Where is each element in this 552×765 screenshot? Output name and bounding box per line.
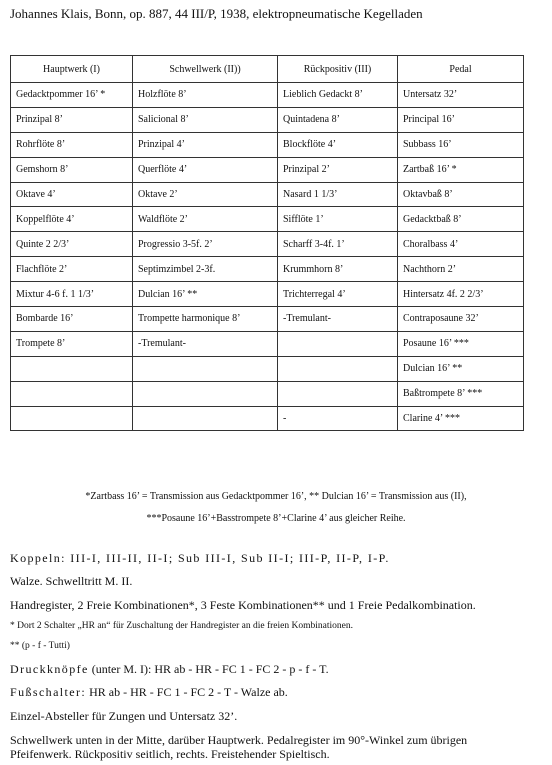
stop-cell-schwellwerk: Progressio 3-5f. 2’ <box>133 232 278 257</box>
stop-cell-schwellwerk: Oktave 2’ <box>133 182 278 207</box>
stop-cell-schwellwerk <box>133 356 278 381</box>
stop-cell-pedal: Untersatz 32’ <box>398 83 524 108</box>
stop-cell-rueckpositiv: - <box>278 406 398 431</box>
table-row <box>11 331 524 356</box>
stop-cell-hauptwerk: Quinte 2 2/3’ <box>11 232 133 257</box>
table-row <box>11 406 524 431</box>
stop-cell-rueckpositiv: Trichterregal 4’ <box>278 282 398 307</box>
fussschalter-text: HR ab - HR - FC 1 - FC 2 - T - Walze ab. <box>86 685 288 699</box>
table-row <box>11 307 524 332</box>
stop-cell-schwellwerk: Holzflöte 8’ <box>133 83 278 108</box>
column-header-schwellwerk: Schwellwerk (II)) <box>133 56 278 83</box>
stop-cell-hauptwerk <box>11 406 133 431</box>
stop-cell-hauptwerk: Gemshorn 8’ <box>11 157 133 182</box>
stop-cell-schwellwerk: Dulcian 16’ ** <box>133 282 278 307</box>
stop-cell-pedal: Principal 16’ <box>398 107 524 132</box>
stop-cell-schwellwerk: Salicional 8’ <box>133 107 278 132</box>
stop-cell-pedal: Dulcian 16’ ** <box>398 356 524 381</box>
stop-cell-rueckpositiv: Nasard 1 1/3’ <box>278 182 398 207</box>
stop-cell-rueckpositiv: Prinzipal 2’ <box>278 157 398 182</box>
stop-cell-hauptwerk: Bombarde 16’ <box>11 307 133 332</box>
stop-cell-hauptwerk: Oktave 4’ <box>11 182 133 207</box>
table-row <box>11 381 524 406</box>
stop-cell-pedal: Zartbaß 16’ * <box>398 157 524 182</box>
stop-cell-rueckpositiv: Krummhorn 8’ <box>278 257 398 282</box>
stop-cell-schwellwerk: Septimzimbel 2-3f. <box>133 257 278 282</box>
table-row <box>11 232 524 257</box>
stop-list-table <box>10 55 524 431</box>
schwellwerk-line-1: Schwellwerk unten in der Mitte, darüber Hauptwerk. Pedalregister im 90°-Winkel zum übrigen <box>10 733 468 747</box>
stop-cell-rueckpositiv <box>278 381 398 406</box>
stop-cell-rueckpositiv: Lieblich Gedackt 8’ <box>278 83 398 108</box>
tutti-note: ** (p - f - Tutti) <box>10 641 70 651</box>
stop-cell-hauptwerk: Mixtur 4-6 f. 1 1/3’ <box>11 282 133 307</box>
table-row <box>11 257 524 282</box>
column-header-pedal: Pedal <box>398 56 524 83</box>
stop-cell-schwellwerk: Trompette harmonique 8’ <box>133 307 278 332</box>
stop-cell-rueckpositiv <box>278 331 398 356</box>
schwellwerk-line-2: Pfeifenwerk. Rückpositiv seitlich, rechts. Freistehender Spieltisch. <box>10 747 330 761</box>
stop-cell-rueckpositiv: Blockflöte 4’ <box>278 132 398 157</box>
fussschalter-label: Fußschalter: <box>10 685 87 699</box>
stop-cell-pedal: Choralbass 4’ <box>398 232 524 257</box>
stop-cell-schwellwerk <box>133 381 278 406</box>
walze-line: Walze. Schwelltritt M. II. <box>10 574 133 588</box>
table-row <box>11 282 524 307</box>
stop-cell-hauptwerk: Koppelflöte 4’ <box>11 207 133 232</box>
stop-cell-pedal: Baßtrompete 8’ *** <box>398 381 524 406</box>
druckknoepfe-line <box>10 662 550 677</box>
stop-cell-pedal: Posaune 16’ *** <box>398 331 524 356</box>
stop-cell-pedal: Nachthorn 2’ <box>398 257 524 282</box>
table-row <box>11 132 524 157</box>
stop-cell-pedal: Oktavbaß 8’ <box>398 182 524 207</box>
stop-cell-pedal: Subbass 16’ <box>398 132 524 157</box>
druckknoepfe-label: Druckknöpfe <box>10 662 89 676</box>
stop-cell-hauptwerk: Rohrflöte 8’ <box>11 132 133 157</box>
stop-cell-pedal: Hintersatz 4f. 2 2/3’ <box>398 282 524 307</box>
stop-cell-hauptwerk: Trompete 8’ <box>11 331 133 356</box>
stop-cell-pedal: Clarine 4’ *** <box>398 406 524 431</box>
koppeln-text: III-I, III-II, II-I; Sub III-I, Sub II-I; III-P, II-P, I-P. <box>65 551 390 565</box>
table-row <box>11 83 524 108</box>
table-row <box>11 107 524 132</box>
footnote-same-row: ***Posaune 16’+Basstrompete 8’+Clarine 4’ aus gleicher Reihe. <box>146 513 406 524</box>
stop-cell-hauptwerk: Flachflöte 2’ <box>11 257 133 282</box>
einzel-absteller-line: Einzel-Absteller für Zungen und Untersatz 32’. <box>10 709 238 723</box>
handregister-line: Handregister, 2 Freie Kombinationen*, 3 Feste Kombinationen** und 1 Freie Pedalkombination. <box>10 598 476 612</box>
koppeln-label: Koppeln: <box>10 551 66 565</box>
stop-cell-rueckpositiv: Quintadena 8’ <box>278 107 398 132</box>
table-row <box>11 157 524 182</box>
stop-cell-hauptwerk: Gedacktpommer 16’ * <box>11 83 133 108</box>
table-row <box>11 356 524 381</box>
stop-cell-rueckpositiv: Sifflöte 1’ <box>278 207 398 232</box>
stop-cell-pedal: Contraposaune 32’ <box>398 307 524 332</box>
table-row <box>11 182 524 207</box>
stop-cell-rueckpositiv: -Tremulant- <box>278 307 398 332</box>
stop-cell-hauptwerk: Prinzipal 8’ <box>11 107 133 132</box>
stop-cell-hauptwerk <box>11 381 133 406</box>
stop-cell-pedal: Gedacktbaß 8’ <box>398 207 524 232</box>
stop-cell-schwellwerk: Waldflöte 2’ <box>133 207 278 232</box>
stop-cell-rueckpositiv: Scharff 3-4f. 1’ <box>278 232 398 257</box>
table-header-row <box>11 56 524 83</box>
table-row <box>11 207 524 232</box>
column-header-rueckpositiv: Rückpositiv (III) <box>278 56 398 83</box>
column-header-hauptwerk: Hauptwerk (I) <box>11 56 133 83</box>
fussschalter-line <box>10 685 550 700</box>
koppeln-line <box>10 551 550 566</box>
stop-cell-rueckpositiv <box>278 356 398 381</box>
dort-note: * Dort 2 Schalter „HR an“ für Zuschaltung der Handregister an die freien Kombinationen. <box>10 621 353 631</box>
stop-cell-schwellwerk: -Tremulant- <box>133 331 278 356</box>
stop-cell-schwellwerk: Prinzipal 4’ <box>133 132 278 157</box>
stop-cell-schwellwerk <box>133 406 278 431</box>
stop-cell-schwellwerk: Querflöte 4’ <box>133 157 278 182</box>
druckknoepfe-text: (unter M. I): HR ab - HR - FC 1 - FC 2 - p - f - T. <box>88 662 329 676</box>
stop-cell-hauptwerk <box>11 356 133 381</box>
page-title: Johannes Klais, Bonn, op. 887, 44 III/P, 1938, elektropneumatische Kegelladen <box>10 6 423 21</box>
footnote-transmission: *Zartbass 16’ = Transmission aus Gedacktpommer 16’, ** Dulcian 16’ = Transmission aus (II), <box>85 491 467 502</box>
